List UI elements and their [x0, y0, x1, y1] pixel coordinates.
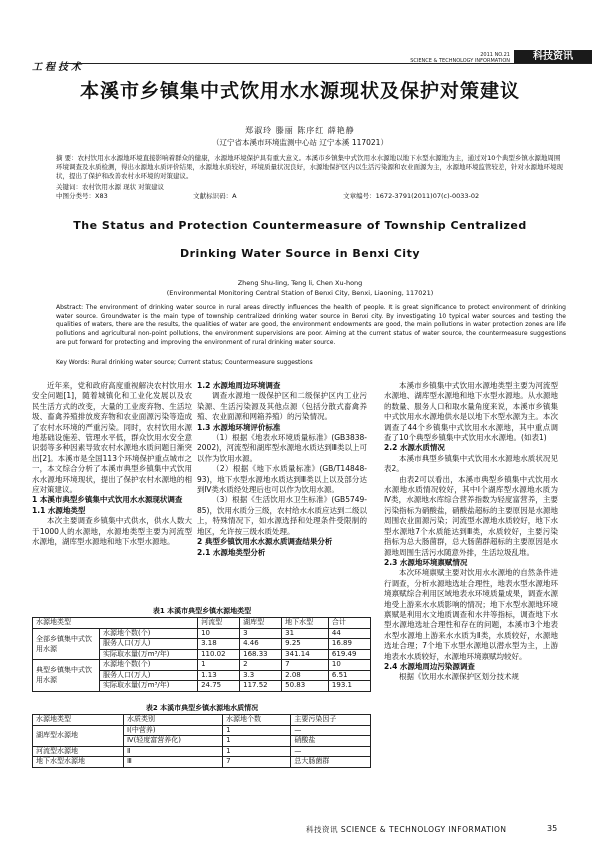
table-cell: 1 — [223, 725, 291, 736]
table-cell: 3 — [240, 628, 282, 639]
table-header-cell: 水质类别 — [124, 715, 223, 726]
affiliation-en: (Environmental Monitoring Central Station of Benxi City, Benxi, Liaoning, 117021) — [166, 289, 434, 297]
table-cell: 1.13 — [198, 670, 240, 681]
section-label: 工程技术 — [32, 62, 84, 73]
table-cell: 1 — [198, 660, 240, 671]
paragraph-1-3-c: （3）根据《生活饮用水卫生标准》(GB5749-85)，饮用水质分三级，农村给水水质应达到二级以上，特殊情况下，如水源选择和处理条件受限制的地区，允许按三级水质处理。 — [197, 495, 367, 536]
table-cell: 实际取水量(万m³/年) — [100, 681, 198, 692]
table-cell: 4.46 — [240, 639, 282, 650]
table-cell: 湖库型水源地 — [33, 725, 124, 746]
table2 — [32, 714, 371, 768]
table-group-label: 全部乡镇集中式饮用水源 — [33, 628, 100, 660]
table1 — [32, 617, 371, 692]
document-code: 文献标识码：A — [193, 192, 237, 200]
table-cell: 193.1 — [328, 681, 370, 692]
table-cell: 3.3 — [240, 670, 282, 681]
table-cell: 3.18 — [198, 639, 240, 650]
table-cell: 44 — [328, 628, 370, 639]
table-header-cell: 水源地类型 — [33, 618, 198, 629]
table-header-cell: 主要污染因子 — [291, 715, 371, 726]
table-cell: 31 — [282, 628, 329, 639]
subsection-heading-2-4: 2.4 水源地周边污染源调查 — [384, 661, 475, 671]
table-header-cell: 湖库型 — [240, 618, 282, 629]
body-column-2 — [197, 381, 367, 558]
footer-journal-name: 科技资讯 SCIENCE & TECHNOLOGY INFORMATION — [306, 825, 507, 834]
section-heading-2: 2 典型乡镇饮用水水源水质调查结果分析 — [197, 537, 333, 547]
table-header-cell: 合计 — [328, 618, 370, 629]
table-cell: 实际取水量(万m³/年) — [100, 649, 198, 660]
keywords-en: Key Words: Rural drinking water source; Current status; Countermeasure suggestions — [56, 359, 313, 366]
article-number: 文章编号：1672-3791(2011)07(c)-0033-02 — [343, 192, 480, 200]
journal-english-name: SCIENCE & TECHNOLOGY INFORMATION — [410, 58, 510, 64]
table-header-cell: 水源地个数 — [223, 715, 291, 726]
paragraph-2-3: 本次环境禀赋主要对饮用水水源地的自然条件进行调查，分析水源地选址合理性，地表水型水源地环境禀赋综合利用区域地表水环境质量成果，调查水源地受上游来水水质影响的情况；地下水型水源地环境禀赋是利用水文地质调查和水井等指标，调查地下水型水源地选址合理性和存在的问题，本溪市3个地表水型水源地上游来水水质为Ⅱ类，水质较好，水源地选址合理；7个地下水型水源地以潜水型为主，上游地表水水质较好，水源地环境禀赋均较好。 — [384, 568, 558, 661]
table-cell: 水源地个数(个) — [100, 628, 198, 639]
table2-caption: 表2 本溪市典型乡镇水源地水质情况 — [145, 704, 259, 712]
table-cell: 河流型水源地 — [33, 746, 124, 757]
abstract-cn: 摘 要：农村饮用水水源地环境直接影响着群众的健康，水源地环境保护具有重大意义。本溪市乡镇集中式饮用水水源地以地下水型水源地为主，通过对10个典型乡镇水源地周围环境调查及水质检测，得出水源地水质评价结果，水源地水质较好，环境质量状况良好，水源地保护区内以生活污染源和农业面源为主，水源地环境监管较差，针对水源地环境现状，提出了保护和改善农村水环境的对策建议。 — [56, 154, 563, 180]
paragraph-2-2-b: 由表2可以看出，本溪市典型乡镇集中式饮用水水源地水质情况较好，其中Ⅰ个湖库型水源地水质为Ⅳ类，水源地水库综合营养指数为轻度富营养，主要污染指标为硝酸盐，硝酸盐超标的主要原因是水源地周围农业面源污染；河流型水源地水质较好，地下水型水源地7个水质能达到Ⅲ类，水质较好，主要污染指标为总大肠菌群，总大肠菌群超标的主要原因是水源地周围生活污水随意外排，生活垃圾乱堆。 — [384, 474, 558, 557]
issue-number: 2011 NO.21 — [480, 52, 510, 58]
paragraph-2-2-a: 本溪市典型乡镇集中式饮用水水源地水质状况见表2。 — [384, 453, 558, 474]
table-cell: 10 — [198, 628, 240, 639]
page-number: 35 — [547, 824, 558, 833]
clc-number: 中图分类号：X83 — [56, 192, 108, 200]
subsection-heading-1-3: 1.3 水源地环境评价标准 — [197, 422, 281, 432]
table-cell: 服务人口(万人) — [100, 639, 198, 650]
table-cell: — — [291, 746, 371, 757]
table-row — [33, 628, 371, 639]
table-header-cell: 河流型 — [198, 618, 240, 629]
article-title-en-line2: Drinking Water Source in Benxi City — [179, 247, 421, 260]
subsection-heading-1-2: 1.2 水源地周边环境调查 — [197, 381, 281, 390]
body-column-3 — [384, 381, 558, 683]
table1-caption: 表1 本溪市典型乡镇水源地类型 — [152, 607, 252, 615]
header-divider — [64, 63, 592, 64]
table-cell: 619.49 — [328, 649, 370, 660]
table-header-cell: 地下水型 — [282, 618, 329, 629]
table-cell: 2 — [240, 660, 282, 671]
subsection-heading-2-1: 2.1 水源地类型分析 — [197, 547, 266, 557]
table-cell: 1 — [223, 746, 291, 757]
table-row — [33, 746, 371, 757]
table-cell: — — [291, 725, 371, 736]
keywords-cn: 关键词：农村饮用水源 现状 对策建议 — [56, 183, 165, 191]
table-cell: 341.14 — [282, 649, 329, 660]
classification-line — [56, 192, 566, 201]
table-cell: Ⅲ — [124, 757, 223, 768]
authors-cn: 郑淑玲 滕丽 陈序红 薛艳静 — [245, 126, 355, 135]
table-row — [33, 757, 371, 768]
paragraph-1-1: 本次主要调查乡镇集中式供水，供水人数大于1000人的水源地，水源地类型主要为河流型水源地，湖库型水源地和地下水型水源地。 — [32, 516, 192, 547]
table-group-label: 典型乡镇集中式饮用水源 — [33, 660, 100, 692]
table-cell: 6.51 — [328, 670, 370, 681]
table-header-cell: 水源地类型 — [33, 715, 124, 726]
journal-brand-badge: 科技资讯 — [514, 50, 592, 64]
table-header-row — [33, 715, 371, 726]
table-cell: 16.89 — [328, 639, 370, 650]
table-cell: 117.52 — [240, 681, 282, 692]
table-cell: 服务人口(万人) — [100, 670, 198, 681]
subsection-heading-2-2: 2.2 水源水质情况 — [384, 443, 445, 453]
table-cell: 1 — [223, 736, 291, 747]
table-cell: Ⅱ — [124, 746, 223, 757]
subsection-heading-2-3: 2.3 水源地环境禀赋情况 — [384, 557, 468, 567]
article-title-en-line1: The Status and Protection Countermeasure of Township Centralized — [73, 219, 527, 232]
table-cell: Ⅰ(中营养) — [124, 725, 223, 736]
table-cell: 7 — [223, 757, 291, 768]
table-cell: Ⅳ(轻度富营养化) — [124, 736, 223, 747]
affiliation-cn: （辽宁省本溪市环境监测中心站 辽宁本溪 117021） — [212, 138, 388, 147]
table-cell: 24.75 — [198, 681, 240, 692]
subsection-heading-1-1: 1.1 水源地类型 — [32, 505, 86, 515]
table-row — [33, 660, 371, 671]
table-cell: 总大肠菌群 — [291, 757, 371, 768]
table-cell: 7 — [282, 660, 329, 671]
paragraph-2-1: 本溪市乡镇集中式饮用水源地类型主要为河流型水源地、湖库型水源地和地下水型水源地。从水源地的数量、服务人口和取水量角度来说，本溪市乡镇集中式饮用水水源地供水是以地下水型水源为主。本次调查了44个乡镇集中式饮用水水源地，其中重点调查了10个典型乡镇集中式饮用水水源地。(如表1) — [384, 381, 558, 443]
table-cell: 110.02 — [198, 649, 240, 660]
table-header-row — [33, 618, 371, 629]
section-heading-1: 1 本溪市典型乡镇集中式饮用水水源现状调查 — [32, 495, 183, 505]
table-cell: 2.08 — [282, 670, 329, 681]
paragraph-1-2: 调查水源地一级保护区和二级保护区内工业污染源、生活污染源及其他点源（包括分散式畜禽养殖、农业面源和网箱养殖）的污染情况。 — [197, 391, 367, 422]
table-cell: 地下水型水源地 — [33, 757, 124, 768]
table-cell: 硝酸盐 — [291, 736, 371, 747]
abstract-en: Abstract: The environment of drinking water source in rural areas directly influences the health of people. It is great significance to protect environment of drinking water source. Groundwater is the main type of township centralized drinking water source in Benxi city. By investigating 10 typical water sources and testing the qualities of waters, there are the results, the qualities of water are good, the environment endowments are good, the main pollutions in water protection zones are life pollutions and agricultural non-point pollutions, the environment supervisions are poor. Aiming at the current status of water source, the countermeasure suggestions are put forward for protecting and improving the environment of rural drinking water source. — [56, 304, 566, 346]
table-cell: 9.25 — [282, 639, 329, 650]
intro-paragraph: 近年来，党和政府高度重视解决农村饮用水安全问题[1]，随着城镇化和工业化发展以及农民生活方式的改变，大量的工业废弃物、生活垃圾、畜禽养殖排放废弃物和农业面源污染等造成了农村水环境的严重污染。同时，农村饮用水源地基础设施差、管理水平低，群众饮用水安全意识弱等多种因素导致农村水源地水质问题日渐突出[2]。本溪市是全国113个环境保护重点城市之一，本文综合分析了本溪市典型乡镇集中式饮用水水源地环境现状，提出了保护农村水源地的相应对策建议。 — [32, 381, 192, 495]
table-cell: 水源地个数(个) — [100, 660, 198, 671]
paragraph-1-3-b: （2）根据《地下水质量标准》(GB/T14848-93)，地下水型水源地水质达到Ⅲ类以上以及部分达到Ⅳ类水质经处理后也可以作为饮用水源。 — [197, 464, 367, 495]
table-cell: 10 — [328, 660, 370, 671]
table-cell: 50.83 — [282, 681, 329, 692]
paragraph-1-3-a: （1）根据《地表水环境质量标准》(GB3838-2002)，河流型和湖库型水源地水质达到Ⅲ类以上可以作为饮用水源。 — [197, 433, 367, 463]
paragraph-2-4: 根据《饮用水水源保护区划分技术规 — [399, 672, 519, 682]
table-cell: 168.33 — [240, 649, 282, 660]
body-column-1 — [32, 381, 192, 548]
authors-en: Zheng Shu-ling, Teng li, Chen Xu-hong — [237, 279, 363, 287]
table-row — [33, 725, 371, 736]
article-title-cn: 本溪市乡镇集中式饮用水水源现状及保护对策建议 — [79, 80, 520, 102]
